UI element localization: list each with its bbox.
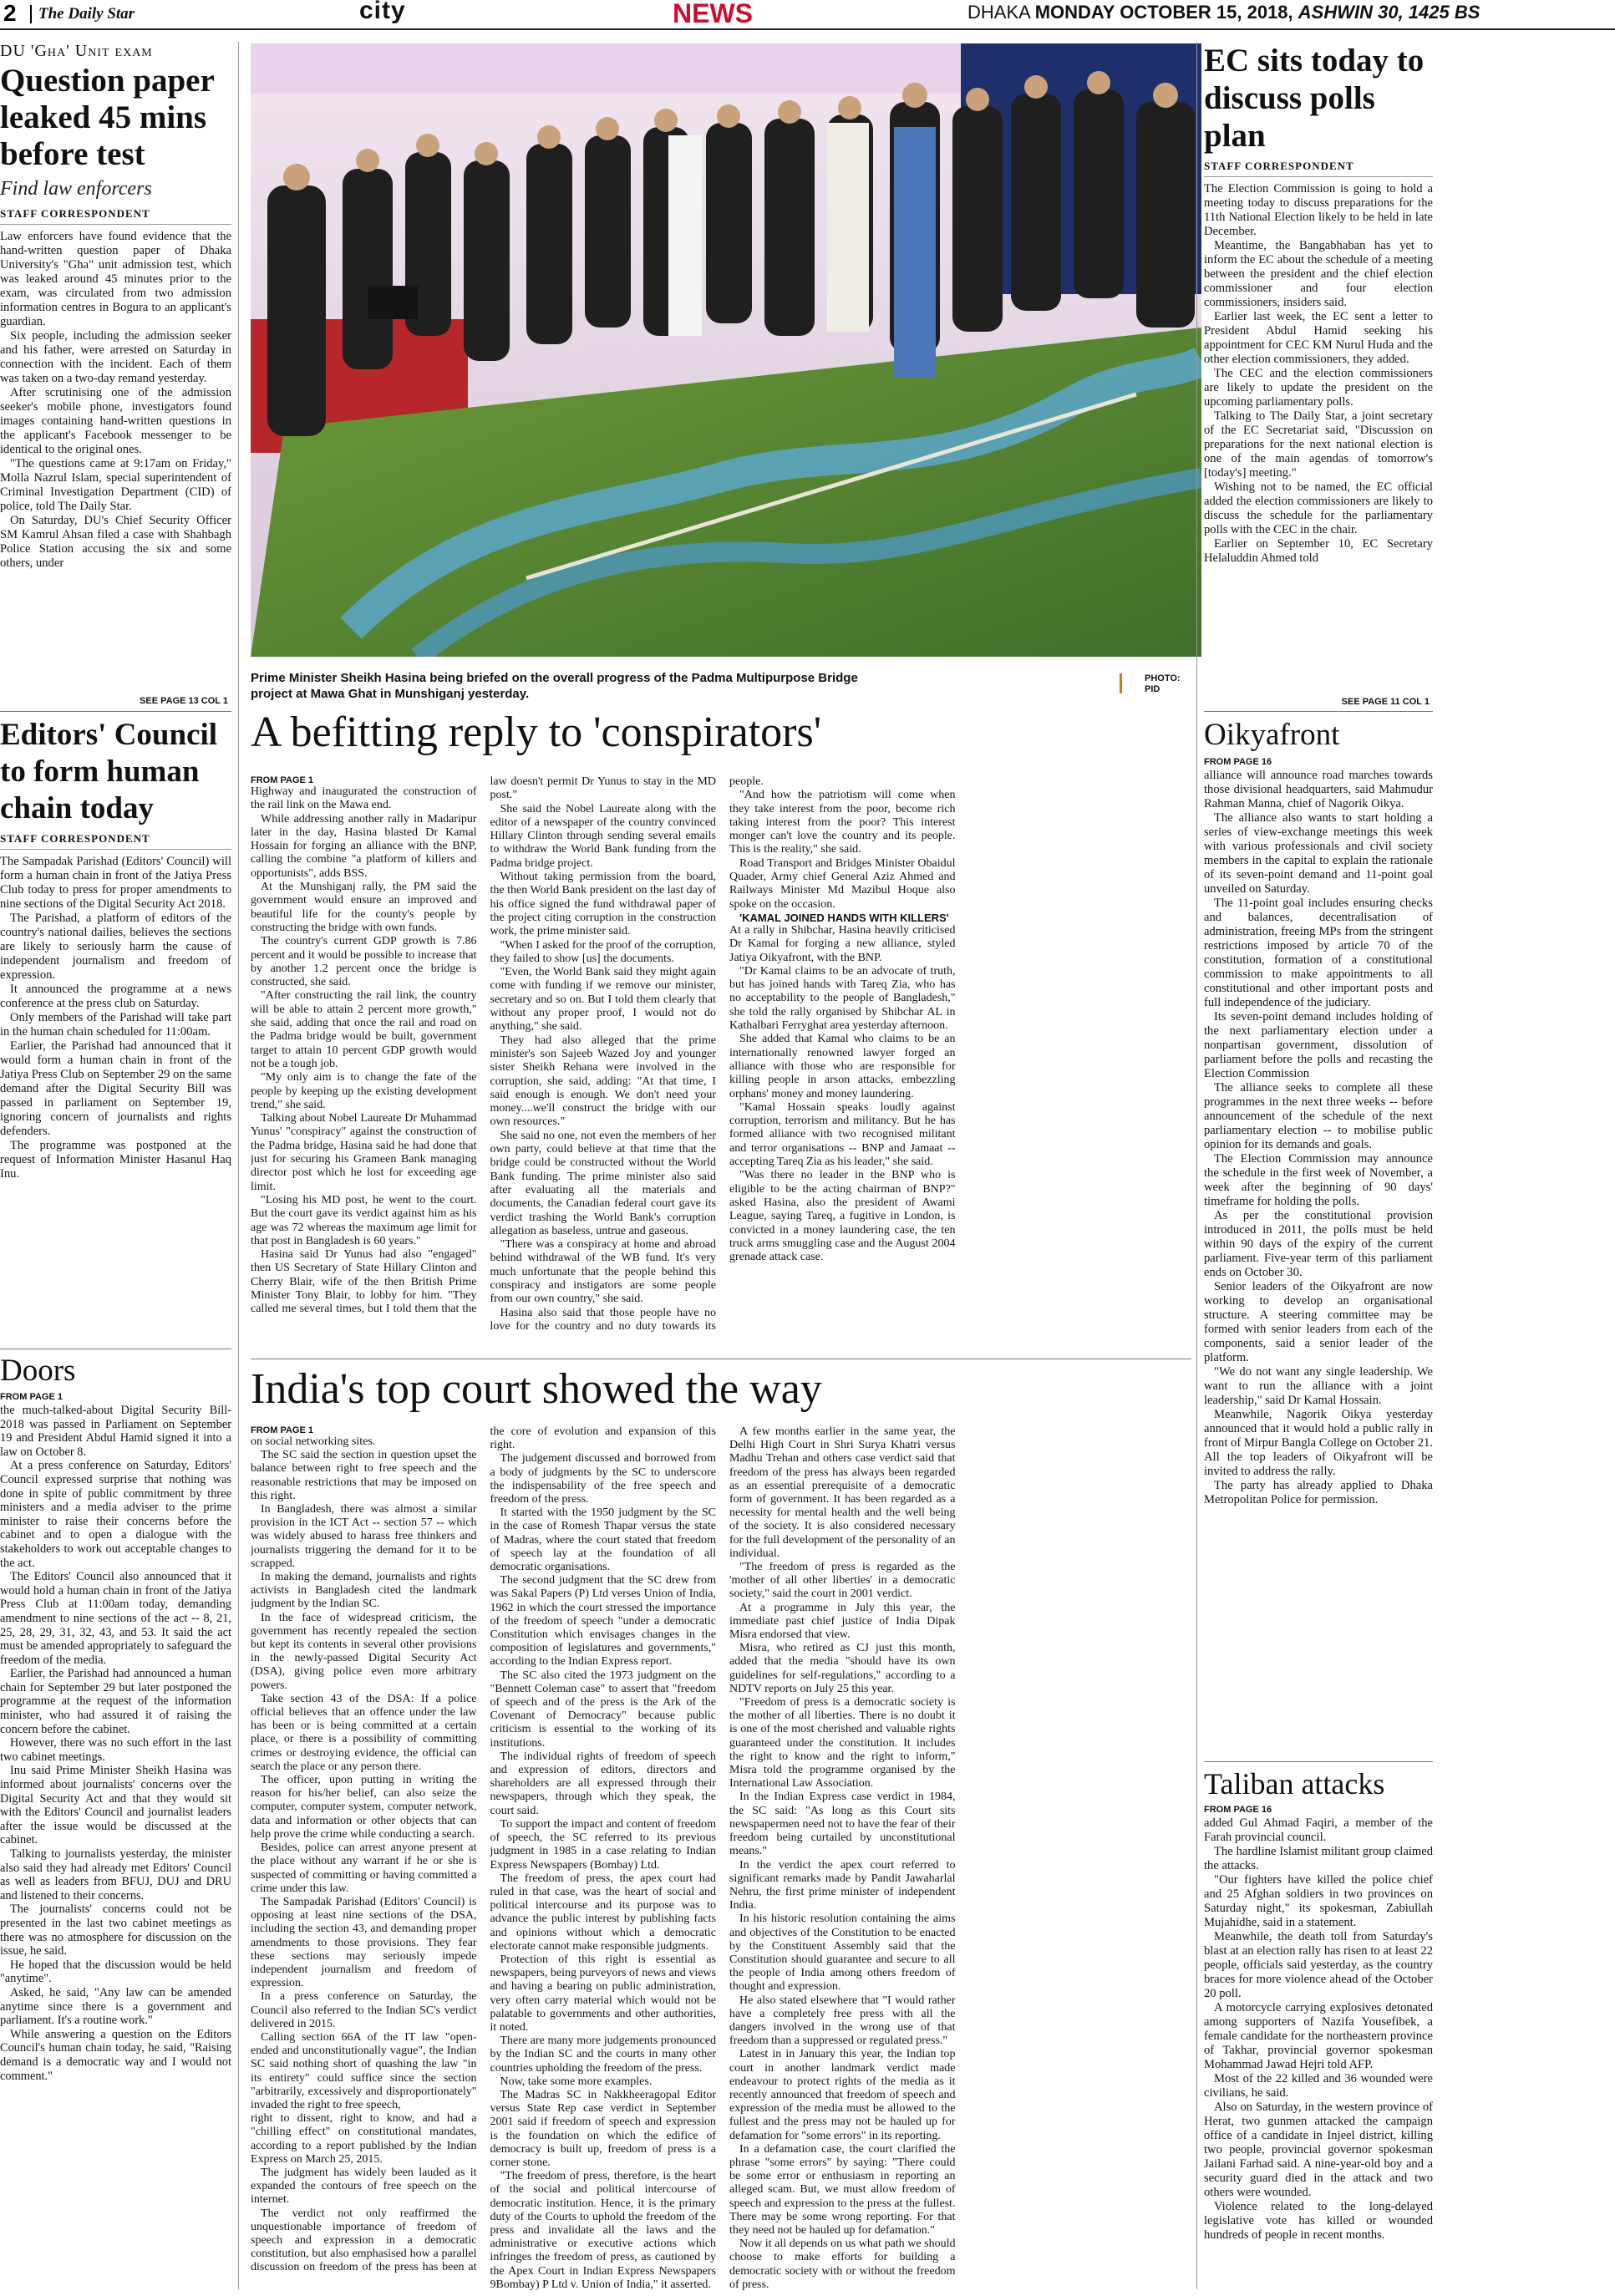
padma-model-photo xyxy=(251,43,1201,657)
india-paragraph: In a defamation case, the court clarified the phrase "some errors" by saying: "There could be some error or enthusiasm in reporting an alleged scam. But, we must allow freedom of speech and expression to the press at the fullest. There may be some wrong reporting. For that they need not be hauled up for defamation." xyxy=(729,2142,956,2237)
editors-paragraph: The programme was postponed at the request of Information Minister Hasanul Haq Inu. xyxy=(0,1139,231,1181)
editors-body xyxy=(0,855,231,1181)
editors-paragraph: Only members of the Parishad will take part in the human chain scheduled for 11:00am. xyxy=(0,1011,231,1039)
india-paragraph: In Bangladesh, there was almost a similar provision in the ICT Act -- section 57 -- which was widely abused to harass free thinkers and journalists triggering the demand for it to be scrapped. xyxy=(251,1503,477,1570)
taliban-paragraph: Also on Saturday, in the western province of Herat, two gunmen attacked the campaign office of a candidate in Injeel district, killing two people, provincial governor spokesman Jailani Farhad said. A nine-year-old boy and a security guard died in the attack and two others were wounded. xyxy=(1204,2100,1433,2199)
conspirators-paragraph: "And how the patriotism will come when they take interest from the poor, become rich taking interest from the poor? This interest monger can't love the country and its people. This is the reality," she said. xyxy=(729,789,956,856)
india-paragraph: To support the impact and content of freedom of speech, the SC referred to its previous judgment in 1985 in a case relating to Indian Express Newspapers (Bombay) Ltd. xyxy=(490,1817,716,1872)
conspirators-paragraph: "Dr Kamal claims to be an advocate of truth, but has joined hands with Tareq Zia, who has no acceptability to the people of Bangladesh," she told the rally organised by Shibchar AL in Kathalbari Ferryghat area yesterday afternoon. xyxy=(729,964,956,1033)
doors-paragraph: However, there was no such effort in the last two cabinet meetings. xyxy=(0,1736,231,1764)
conspirators-paragraph: Hasina also said that those people have no love for the country and no duty towards its people. xyxy=(490,775,764,1333)
du-headline: Question paper leaked 45 mins before test xyxy=(0,63,215,172)
row-divider xyxy=(1204,1761,1433,1762)
conspirators-from-page: FROM PAGE 1 xyxy=(251,775,313,785)
india-paragraph: "Freedom of press is a democratic society is the mother of all liberties. There is no doubt it is one of the most cherished and valuable rights guaranteed under the constitution. It includes the right to know and the right to inform," Misra told the programme organised by the International Law Association. xyxy=(729,1696,956,1791)
ec-paragraph: Talking to The Daily Star, a joint secretary of the EC Secretariat said, "Discussion on preparations for the next national election is one of the main agendas of tomorrow's [today's] meeting." xyxy=(1204,409,1433,480)
taliban-headline: Taliban attacks xyxy=(1204,1767,1385,1801)
conspirators-paragraph: "Was there no leader in the BNP who is eligible to be the acting chairman of BNP?" asked Hasina, also the president of Awami League, saying Tareq, a fugitive in London, is convicted in a money laundering case, the ten truck arms smuggling case and the August 2004 grenade attack case. xyxy=(729,1169,956,1264)
india-paragraph: In making the demand, journalists and rights activists in Bangladesh cited the landmark judgment by the Indian SC. xyxy=(251,1571,477,1611)
india-paragraph: right to dissent, right to know, and had a "chilling effect" on constitutional mandates, according to a report published by the Indian Express on March 25, 2015. xyxy=(251,2112,477,2166)
india-paragraph: The SC also cited the 1973 judgment on the "Bennett Coleman case" to assert that "freedom of speech and of the press is the Ark of the Covenant of Democracy" because public criticism is essential to the working of its institutions. xyxy=(490,1669,716,1750)
editors-paragraph: Earlier, the Parishad had announced that it would form a human chain in front of the Jatiya Press Club on September 29 on the same demand after the Digital Security Bill was passed in parliament on September 19, ignoring concern of journalists and rights defenders. xyxy=(0,1039,231,1138)
india-paragraph: Now, take some more examples. xyxy=(500,2075,653,2088)
india-paragraph: There are many more judgements pronounced by the Indian SC and the courts in many other countries upholding the freedom of the press. xyxy=(490,2034,716,2075)
editors-headline: Editors' Council to form human chain today xyxy=(0,718,218,825)
ec-jump-link[interactable]: SEE PAGE 11 COL 1 xyxy=(1341,697,1430,707)
ec-headline: EC sits today to discuss polls plan xyxy=(1204,43,1425,154)
du-paragraph: Law enforcers have found evidence that the hand-written question paper of Dhaka University's "Gha" unit admission test, which was leaked around 45 minutes prior to the exam, was circulated from two admission information centres in Bogura to an applicant's guardian. xyxy=(0,230,231,328)
du-paragraph: Six people, including the admission seeker and his father, were arrested on Saturday in connection with the incident. Each of them was taken on a two-day remand yesterday. xyxy=(0,329,231,385)
conspirators-paragraph: They had also alleged that the prime minister's son Sajeeb Wazed Joy and younger sister Sheikh Rehana were involved in the corruption, she said, adding: "At that time, I said enough is enough. We don't need your money....we'll construct the bridge with our own resources." xyxy=(490,1034,716,1129)
india-paragraph: The judgment has widely been lauded as it expanded the contours of free speech on the internet. xyxy=(251,2166,477,2207)
conspirators-paragraph: She added that Kamal who claims to be an internationally renowned lawyer forged an alliance with those who are responsible for killing people in arson attacks, embezzling orphans' money and money laundering. xyxy=(729,1033,956,1100)
conspirators-paragraph: While addressing another rally in Madaripur later in the day, Hasina blasted Dr Kamal Hossain for forging an alliance with the BNP, calling the combine "a platform of killers and opportunists", adds BSS. xyxy=(251,812,477,880)
india-paragraph: Misra, who retired as CJ just this month, added that the media "should have its own guidelines for self-regulations," according to a NDTV reports on July 25 this year. xyxy=(729,1642,956,1695)
oikyafront-paragraph: alliance will announce road marches towards those divisional headquarters, said Mahmudur Rahman Manna, chief of Nagorik Oikya. xyxy=(1204,769,1433,810)
du-jump-link[interactable]: SEE PAGE 13 COL 1 xyxy=(140,696,228,706)
india-body xyxy=(251,1425,1195,2293)
india-paragraph: The Sampadak Parishad (Editors' Council) is opposing at least nine sections of the DSA, including the section 43, and demanding proper amendments to those provisions. They fear these sections may seriously impede independent journalism and freedom of expression. xyxy=(251,1895,477,1990)
india-paragraph: He also stated elsewhere that "I would rather have a completely free press with all the dangers involved in the wrong use of that freedom than a suppressed or regulated press." xyxy=(729,1994,956,2048)
doors-paragraph: At a press conference on Saturday, Editors' Council expressed surprise that nothing was done in spite of public commitment by three ministers and a media adviser to the prime minister to raise their concerns before the cabinet and to open a dialogue with the stakeholders to work out acceptable changes to the act. xyxy=(0,1459,231,1570)
india-paragraph: In the Indian Express case verdict in 1984, the SC said: "As long as this Court sits newspapermen need not to have the fear of their freedom being curtailed by unconstitutional means." xyxy=(729,1791,956,1858)
taliban-paragraph: Meanwhile, the death toll from Saturday's blast at an election rally has risen to at least 22 people, officials said yesterday, as the country braces for more violence ahead of the October 20 poll. xyxy=(1204,1930,1433,2000)
india-paragraph: "The freedom of press is regarded as the 'mother of all other liberties' in a democratic society," said the court in 2001 verdict. xyxy=(729,1561,956,1601)
india-paragraph: Calling section 66A of the IT law "open-ended and unconstitutionally vague", the Indian SC said nothing short of quashing the law "in its entirety" could suffice since the section "arbitrarily, excessively and disproportionately" invaded the right to free speech, xyxy=(251,2030,477,2111)
conspirators-paragraph: "After constructing the rail link, the country will be able to attain 2 percent more growth," she said, adding that once the rail and road on the Padma bridge would be built, government target to attain 10 percent GDP growth would not be a tough job. xyxy=(251,989,477,1070)
doors-paragraph: the much-talked-about Digital Security Bill-2018 was passed in Parliament on September 19 and President Abdul Hamid signed it into a law on October 8. xyxy=(0,1404,231,1459)
page-number: 2 xyxy=(3,0,17,26)
oikyafront-paragraph: The alliance also wants to start holding a series of view-exchange meetings this week with various professionals and civil society members in the capital to explain the rationale of its seven-point demand and 11-point goal unveiled on Saturday. xyxy=(1204,811,1433,896)
conspirators-body xyxy=(251,775,1195,1342)
du-paragraph: On Saturday, DU's Chief Security Officer SM Kamrul Ahsan filed a case with Shahbagh Police Station accusing the six and some others, under xyxy=(0,514,231,570)
conspirators-paragraph: The country's current GDP growth is 7.86 percent and it would be possible to increase that by another 1.2 percent once the bridge is constructed, she said. xyxy=(251,935,477,989)
taliban-body xyxy=(1204,1816,1433,2243)
oikyafront-paragraph: The Election Commission may announce the schedule in the first week of November, a week after the beginning of 90 days' timeframe for holding the polls. xyxy=(1204,1152,1433,1208)
india-paragraph: Besides, police can arrest anyone present at the place without any warrant if he or she is suspected of committing or having committed a crime under this law. xyxy=(251,1841,477,1895)
india-paragraph: The individual rights of freedom of speech and expression of editors, directors and shareholders are all expressed through their newspapers, through which they speak, the court said. xyxy=(490,1750,716,1817)
india-paragraph: The officer, upon putting in writing the reason for his/her belief, can also seize the computer, computer system, computer network, data and information or other objects that can help prove the crime while conducting a search. xyxy=(251,1774,477,1841)
conspirators-paragraph: Road Transport and Bridges Minister Obaidul Quader, Army chief General Aziz Ahmed and Railways Minister Md Mazibul Hoque also spoke on the occasion. xyxy=(729,856,956,911)
row-divider xyxy=(1204,711,1433,712)
india-paragraph: "The freedom of press, therefore, is the heart of the social and political intercourse of democratic institution. Hence, it is the primary duty of the Courts to uphold the freedom of the press and invalidate all the laws and the administrative or executive actions which infringes the freedom of press, as cautioned by the Apex Court in Indian Express Newspapers 9Bombay) P Ltd v. Union of India," it asserted. xyxy=(490,2170,716,2291)
du-body xyxy=(0,230,231,571)
photo-credit: PHOTO: PID xyxy=(1145,673,1181,694)
ec-paragraph: Earlier last week, the EC sent a letter to President Abdul Hamid seeking his appointment for CEC KM Nurul Huda and the other election commissioners, they added. xyxy=(1204,310,1433,366)
india-paragraph: Protection of this right is essential as newspapers, being purveyors of news and views and having a bearing on public administration, very often carry material which would not be palatable to governments and other authorities, it noted. xyxy=(490,1953,716,2034)
conspirators-paragraph: "Kamal Hossain speaks loudly against corruption, terrorism and militancy. But he has formed alliance with two recognised militant and terror organisations -- BNP and Jamaat -- accepting Tareq Zia as his leader," she said. xyxy=(729,1100,956,1169)
india-paragraph: In his historic resolution containing the aims and objectives of the Constitution to be enacted by the Constituent Assembly said that the Constitution should guarantee and secure to all the people of India among others freedom of thought and expression. xyxy=(729,1912,956,1994)
du-paragraph: "The questions came at 9:17am on Friday," Molla Nazrul Islam, special superintendent of Criminal Investigation Department (CID) of police, told The Daily Star. xyxy=(0,457,231,513)
doors-from-page: FROM PAGE 1 xyxy=(0,1392,63,1402)
du-story xyxy=(0,42,231,706)
conspirators-paragraph: "There was a conspiracy at home and abroad behind withdrawal of the WB fund. It's very much unfortunate that the people behind this conspiracy and instigators are some people from our own country," she said. xyxy=(490,1238,716,1306)
india-paragraph: In the verdict the apex court referred to significant remarks made by Pandit Jawaharlal Nehru, the first prime minister of independent India. xyxy=(729,1858,956,1912)
column-divider xyxy=(238,42,239,2289)
ec-paragraph: Wishing not to be named, the EC official added the election commissioners are likely to discuss the schedule for the parliamentary polls with the CEC in the chair. xyxy=(1204,480,1433,536)
taliban-paragraph: The hardline Islamist militant group claimed the attacks. xyxy=(1204,1845,1433,1872)
conspirators-paragraph: "Losing his MD post, he went to the court. But the court gave its verdict against him as his age was 72 whereas the maximum age limit for that post in Bangladesh is 60 years." xyxy=(251,1193,477,1247)
masthead xyxy=(0,0,1615,30)
india-paragraph: It started with the 1950 judgment by the SC in the case of Romesh Thapar versus the state of Madras, where the court stated that freedom of speech lay at the foundation of all democratic organisations. xyxy=(490,1506,716,1574)
photo-illustration xyxy=(251,43,1201,657)
oikyafront-paragraph: The alliance seeks to complete all these programmes in the next three weeks -- before announcement of the schedule of the next parliamentary election -- to mobilise public opinion for its demands and goals. xyxy=(1204,1081,1433,1151)
india-paragraph: Now it all depends on us what path we should choose to make efforts for building a democratic society with or without the freedom of press. xyxy=(729,2238,956,2291)
conspirators-headline: A befitting reply to 'conspirators' xyxy=(251,709,822,756)
doors-paragraph: Asked, he said, "Any law can be amended anytime since there is a government and parliament. It's a routine work." xyxy=(0,1985,231,2028)
doors-paragraph: Earlier, the Parishad had announced a human chain for September 29 but later postponed the programme at the request of the information minister, who had assured it of raising the concern before the cabinet. xyxy=(0,1667,231,1736)
doors-paragraph: While answering a question on the Editors Council's human chain today, he said, "Raising demand is a democratic way and I would not comment." xyxy=(0,2027,231,2083)
oikyafront-paragraph: Its seven-point demand includes holding of the next parliamentary election under a nonpartisan government, dissolution of parliament before the polls and recasting the Election Commission xyxy=(1204,1010,1433,1080)
conspirators-paragraph: Talking about Nobel Laureate Dr Muhammad Yunus' "conspiracy" against the construction of the Padma bridge, Hasina said he had done that just for securing his Grameen Bank managing director post which he lost for exceeding age limit. xyxy=(251,1112,477,1193)
india-paragraph: At a programme in July this year, the immediate past chief justice of India Dipak Misra endorsed that view. xyxy=(729,1601,956,1642)
conspirators-paragraph: Without taking permission from the board, the then World Bank president on the last day of his office signed the fund withdrawal paper of the project citing corruption in the construction work, the prime minister said. xyxy=(490,871,716,938)
oikyafront-paragraph: Meanwhile, Nagorik Oikya yesterday announced that it would hold a public rally in front of Mirpur Bangla College on October 21. All the top leaders of Oikyafront will be invited to address the rally. xyxy=(1204,1408,1433,1478)
oikyafront-headline: Oikyafront xyxy=(1204,718,1340,752)
oikyafront-body xyxy=(1204,769,1433,1507)
conspirators-paragraph: She said no one, not even the members of her own party, could believe at that time that the bridge could be constructed without the World Bank funding. The prime minister also said after evaluating all the materials and documents, the Canadian federal court gave its verdict trashing the World Bank's corruption allegation as baseless, untrue and gaseous. xyxy=(490,1129,716,1237)
doors-paragraph: The Editors' Council also announced that it would hold a human chain in front of the Jatiya Press Club at 11:00am today, demanding amendment to nine sections of the act -- 8, 21, 25, 28, 29, 31, 32, 43, and 53. It said the act must be amended appropriately to safeguard the freedom of the media. xyxy=(0,1570,231,1667)
oikyafront-paragraph: The 11-point goal includes ensuring checks and balances, decentralisation of administration, freeing MPs from the stringent restrictions imposed by article 70 of the constitution, formation of a constitutional commission to make appointments to all constitutional and other important posts and full independence of the judiciary. xyxy=(1204,897,1433,1009)
conspirators-subhead: 'KAMAL JOINED HANDS WITH KILLERS' xyxy=(739,911,949,924)
conspirators-paragraph: Hasina said Dr Yunus had also "engaged" then US Secretary of State Hillary Clinton and Cherry Blair, wife of the then British Prime Minister Tony Blair, to lobby for him. "They called me several times, but I told them that the law doesn't permit Dr Yunus to stay in the MD post." xyxy=(251,775,716,1316)
taliban-paragraph: "Our fighters have killed the police chief and 25 Afghan soldiers in two provinces on Saturday night," its spokesman, Zabiullah Mujahidhe, said in a statement. xyxy=(1204,1873,1433,1929)
row-divider xyxy=(0,711,231,712)
date-line: DHAKA MONDAY OCTOBER 15, 2018, ASHWIN 30, 1425 BS xyxy=(967,2,1480,23)
doors-paragraph: The journalists' concerns could not be presented in the last two cabinet meetings as there was no atmosphere for discussion on the issue, he said. xyxy=(0,1902,231,1958)
conspirators-paragraph: "My only aim is to change the fate of the people by keeping up the existing development trend," she said. xyxy=(251,1071,477,1111)
india-paragraph: The SC said the section in question upset the balance between right to free speech and the reasonable restrictions that may be imposed on this right. xyxy=(251,1449,477,1502)
india-from-page: FROM PAGE 1 xyxy=(251,1425,313,1435)
ec-paragraph: Earlier on September 10, EC Secretary Helaluddin Ahmed told xyxy=(1204,537,1433,565)
india-paragraph: The verdict not only reaffirmed the unquestionable importance of freedom of speech and expression in a democratic constitution, but also emphasised how a parallel discussion on freedom of the press has been at the core of evolution and expansion of this right. xyxy=(251,1425,716,2274)
ec-paragraph: The Election Commission is going to hold a meeting today to discuss preparations for the 11th National Election likely to be held in late December. xyxy=(1204,182,1433,238)
conspirators-paragraph: "Even, the World Bank said they might again come with funding if we remove our minister, secretary and so on. But I told them clearly that without any proper proof, I would not do anything," she said. xyxy=(490,966,716,1034)
conspirators-paragraph: At the Munshiganj rally, the PM said the government would ensure an improved and beautiful life for the county's people by constructing the bridge with own funds. xyxy=(251,881,477,934)
conspirators-paragraph: She said the Nobel Laureate along with the editor of a newspaper of the country convinced Hillary Clinton through sending several emails to withdraw the World Bank funding from the Padma bridge project. xyxy=(490,802,716,870)
taliban-story xyxy=(1204,1766,1433,2291)
conspirators-paragraph: Highway and inaugurated the construction of the rail link on the Mawa end. xyxy=(251,785,477,812)
india-paragraph: on social networking sites. xyxy=(251,1435,376,1448)
india-paragraph: The Madras SC in Nakkheeragopal Editor versus State Rep case verdict in September 2001 said if freedom of speech and expression is the foundation on which the edifice of democracy is built up, freedom of press is a corner stone. xyxy=(490,2088,716,2169)
doors-paragraph: Talking to journalists yesterday, the minister also said they had already met Editors' Council as well as leaders from BFUJ, DUJ and DRU and listened to their concerns. xyxy=(0,1847,231,1902)
doors-story xyxy=(0,1354,231,2291)
conspirators-paragraph: "When I asked for the proof of the corruption, they failed to show [us] the documents. xyxy=(490,938,716,965)
india-headline: India's top court showed the way xyxy=(251,1365,822,1413)
india-paragraph: A few months earlier in the same year, the Delhi High Court in Shri Surya Khatri versus Madhu Trehan and others case verdict said that freedom of the press has always been regarded as an essential prerequisite of a democratic form of government. It has been regarded as a necessity for mental health and the well being of the society. It is also considered necessary for the full development of the personality of an individual. xyxy=(729,1425,956,1560)
taliban-paragraph: Violence related to the long-delayed legislative vote has killed or wounded hundreds of people in recent months. xyxy=(1204,2200,1433,2242)
editors-story xyxy=(0,717,231,1344)
india-paragraph: In the face of widespread criticism, the government has recently repealed the section but kept its contents in several other provisions in the newly-passed Digital Security Act (DSA), giving police even more arbitrary powers. xyxy=(251,1611,477,1692)
india-paragraph: The freedom of press, the apex court had ruled in that case, was the heart of social and political intercourse and its purpose was to advance the public interest by publishing facts and opinions without which a democratic electorate cannot make responsible judgments. xyxy=(490,1872,716,1953)
ec-story xyxy=(1204,42,1433,707)
oikyafront-from-page: FROM PAGE 16 xyxy=(1204,757,1272,767)
india-paragraph: In a press conference on Saturday, the Council also referred to the Indian SC's verdict delivered in 2015. xyxy=(251,1990,477,2030)
du-kicker: DU 'Gha' Unit exam xyxy=(0,42,153,60)
du-subhead: Find law enforcers xyxy=(0,178,152,200)
taliban-paragraph: Most of the 22 killed and 36 wounded were civilians, he said. xyxy=(1204,2072,1433,2100)
conspirators-paragraph: At a rally in Shibchar, Hasina heavily criticised Dr Kamal for forging a new alliance, styled Jatiya Oikyafront, with the BNP. xyxy=(729,923,956,964)
taliban-from-page: FROM PAGE 16 xyxy=(1204,1805,1272,1815)
doors-paragraph: Inu said Prime Minister Sheikh Hasina was informed about journalists' concerns over the Digital Security Act and that they would sit with the Editors' Council and journalist leaders after the issue would be discussed at the cabinet. xyxy=(0,1764,231,1847)
doors-headline: Doors xyxy=(0,1354,76,1388)
india-paragraph: Latest in in January this year, the Indian top court in another landmark verdict made endeavour to protect rights of the media as it recently announced that freedom of speech and expression of the media must be allowed to the fullest and the press may not be hauled up for defamation for "some errors" in its reporting. xyxy=(729,2048,956,2142)
editors-paragraph: The Sampadak Parishad (Editors' Council) will form a human chain in front of the Jatiya Press Club today to press for proper amendments to nine sections of the Digital Security Act 2018. xyxy=(0,855,231,911)
doors-body xyxy=(0,1404,231,2083)
photo-caption: Prime Minister Sheikh Hasina being briefed on the overall progress of the Padma Multipurpose Bridge project at Mawa Ghat in Munshiganj yesterday. xyxy=(251,671,858,701)
photo-credit-bar xyxy=(1120,673,1122,693)
india-paragraph: The judgement discussed and borrowed from a body of judgments by the SC to underscore the indispensability of the free speech and freedom of the press. xyxy=(490,1452,716,1506)
oikyafront-paragraph: Senior leaders of the Oikyafront are now working to develop an organisational structure. A steering committee may be formed with senior leaders from each of the components, said a senior leader of the platform. xyxy=(1204,1280,1433,1364)
ec-body xyxy=(1204,182,1433,566)
india-paragraph: Take section 43 of the DSA: If a police official believes that an offence under the law has been or is being committed at a certain place, or there is a possibility of committing crimes or destroying evidence, the official can search the place or any person there. xyxy=(251,1692,477,1773)
oikyafront-paragraph: As per the constitutional provision introduced in 2011, the polls must be held within 90 days of the expiry of the current parliament. Five-year term of this parliament ends on October 30. xyxy=(1204,1209,1433,1279)
oikyafront-paragraph: The party has already applied to Dhaka Metropolitan Police for permission. xyxy=(1204,1479,1433,1506)
section-news-label: NEWS xyxy=(673,0,753,28)
newspaper-logo: The Daily Star xyxy=(30,5,135,23)
oikyafront-paragraph: "We do not want any single leadership. We want to run the alliance with a joint leadership," said Dr Kamal Hossain. xyxy=(1204,1365,1433,1407)
editors-paragraph: The Parishad, a platform of editors of the country's national dailies, believes the sections are likely to seriously harm the cause of independent journalism and freedom of expression. xyxy=(0,912,231,982)
editors-paragraph: It announced the programme at a news conference at the press club on Saturday. xyxy=(0,983,231,1010)
ec-paragraph: The CEC and the election commissioners are likely to update the president on the upcoming parliamentary polls. xyxy=(1204,367,1433,409)
du-byline: STAFF CORRESPONDENT xyxy=(0,207,231,225)
doors-paragraph: He hoped that the discussion would be held "anytime". xyxy=(0,1958,231,1986)
section-name: city xyxy=(359,0,406,24)
taliban-paragraph: added Gul Ahmad Faqiri, a member of the Farah provincial council. xyxy=(1204,1816,1433,1844)
taliban-paragraph: A motorcycle carrying explosives detonated among supporters of Nazifa Yousefibek, a female candidate for the northeastern province of Takhar, provincial governor spokesman Mohammad Jawad Hejri told AFP. xyxy=(1204,2001,1433,2071)
column-divider xyxy=(1196,42,1197,2289)
editors-byline: STAFF CORRESPONDENT xyxy=(0,832,231,850)
oikyafront-story xyxy=(1204,717,1433,1755)
du-paragraph: After scrutinising one of the admission seeker's mobile phone, investigators found images containing hand-written questions in the applicant's Facebook messenger to be identical to the original ones. xyxy=(0,386,231,456)
ec-byline: STAFF CORRESPONDENT xyxy=(1204,160,1433,177)
ec-paragraph: Meantime, the Bangabhaban has yet to inform the EC about the schedule of a meeting between the president and the chief election commissioner and four election commissioners, insiders said. xyxy=(1204,239,1433,309)
india-paragraph: The second judgment that the SC drew from was Sakal Papers (P) Ltd verses Union of India, 1962 in which the court stressed the importance of the freedom of speech "under a democratic Constitution which envisages changes in the composition of legislatures and governments," according to the Indian Express report. xyxy=(490,1574,716,1669)
